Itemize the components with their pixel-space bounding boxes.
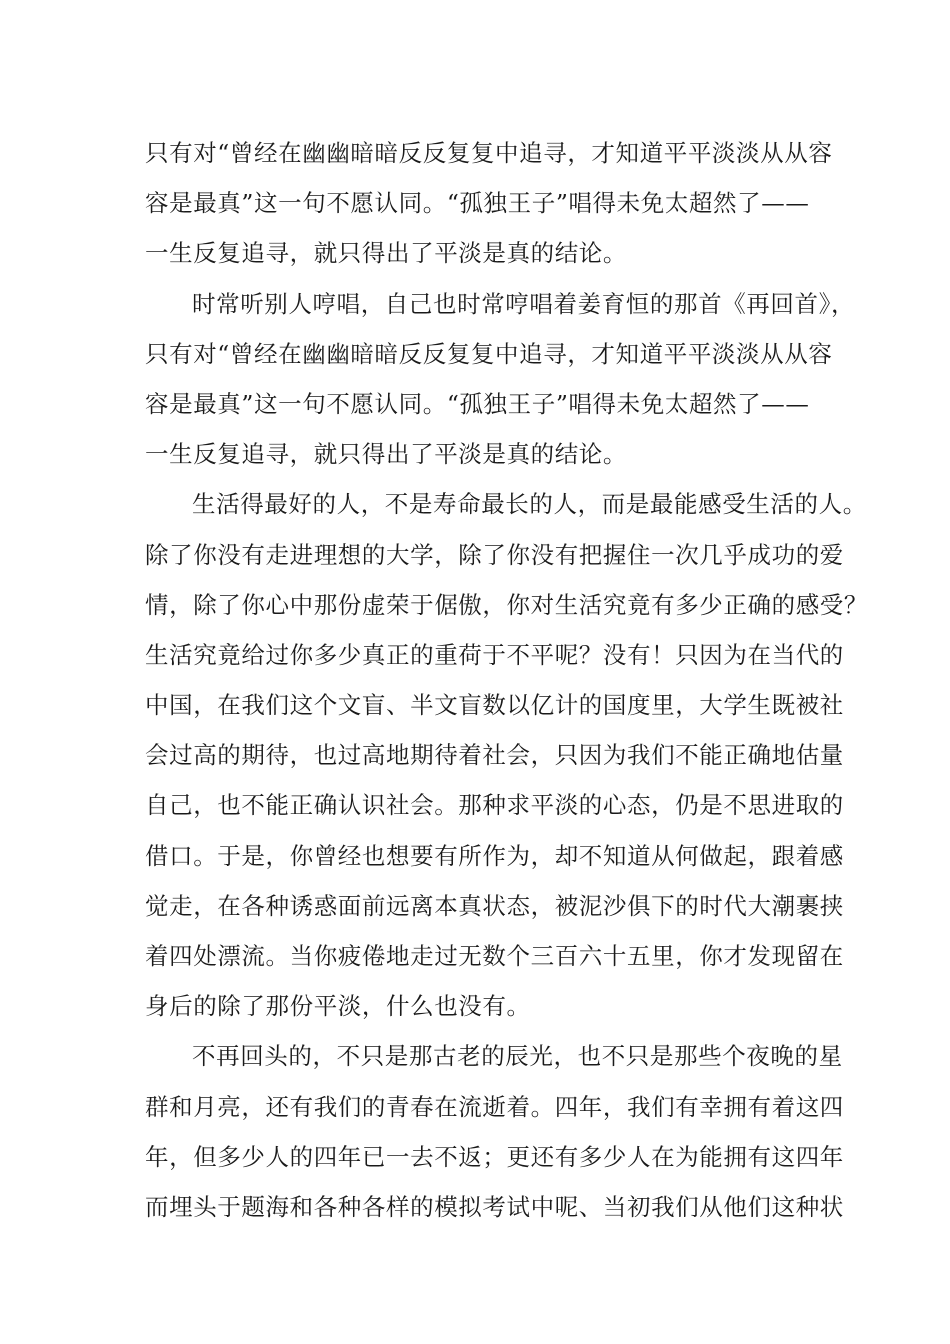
text-line: 一生反复追寻，就只得出了平淡是真的结论。: [145, 239, 627, 268]
paragraph-first-line: 不再回头的，不只是那古老的辰光，也不只是那些个夜晚的星: [192, 1042, 843, 1071]
text-line: 年，但多少人的四年已一去不返；更还有多少人在为能拥有这四年: [145, 1142, 844, 1171]
text-line: 只有对“曾经在幽幽暗暗反反复复中追寻，才知道平平淡淡从从容: [145, 339, 833, 368]
text-line: 中国，在我们这个文盲、半文盲数以亿计的国度里，大学生既被社: [145, 691, 844, 720]
text-line: 觉走，在各种诱惑面前远离本真状态，被泥沙俱下的时代大潮裹挟: [145, 891, 844, 920]
text-line: 情，除了你心中那份虚荣于倨傲，你对生活究竟有多少正确的感受？: [145, 590, 868, 619]
text-line: 自己，也不能正确认识社会。那种求平淡的心态，仍是不思进取的: [145, 791, 844, 820]
text-line: 除了你没有走进理想的大学，除了你没有把握住一次几乎成功的爱: [145, 540, 844, 569]
text-line: 容是最真”这一句不愿认同。“孤独王子”唱得未免太超然了——: [145, 389, 810, 418]
text-line: 容是最真”这一句不愿认同。“孤独王子”唱得未免太超然了——: [145, 189, 810, 218]
text-line: 生活究竟给过你多少真正的重荷于不平呢？没有！只因为在当代的: [145, 640, 844, 669]
document-body: [145, 128, 868, 1232]
text-line: 只有对“曾经在幽幽暗暗反反复复中追寻，才知道平平淡淡从从容: [145, 139, 833, 167]
text-line: 会过高的期待，也过高地期待着社会，只因为我们不能正确地估量: [145, 741, 844, 770]
text-line: 一生反复追寻，就只得出了平淡是真的结论。: [145, 440, 627, 469]
paragraph-first-line: 生活得最好的人，不是寿命最长的人，而是最能感受生活的人。: [192, 490, 867, 519]
text-line: 借口。于是，你曾经也想要有所作为，却不知道从何做起，跟着感: [145, 841, 844, 870]
text-line: 着四处漂流。当你疲倦地走过无数个三百六十五里，你才发现留在: [145, 942, 844, 970]
text-line: 而埋头于题海和各种各样的模拟考试中呢、当初我们从他们这种状: [145, 1192, 844, 1221]
text-line: 身后的除了那份平淡，什么也没有。: [145, 992, 531, 1021]
text-line: 群和月亮，还有我们的青春在流逝着。四年，我们有幸拥有着这四: [145, 1092, 844, 1121]
paragraph-first-line: 时常听别人哼唱，自己也时常哼唱着姜育恒的那首《再回首》，: [192, 289, 856, 318]
